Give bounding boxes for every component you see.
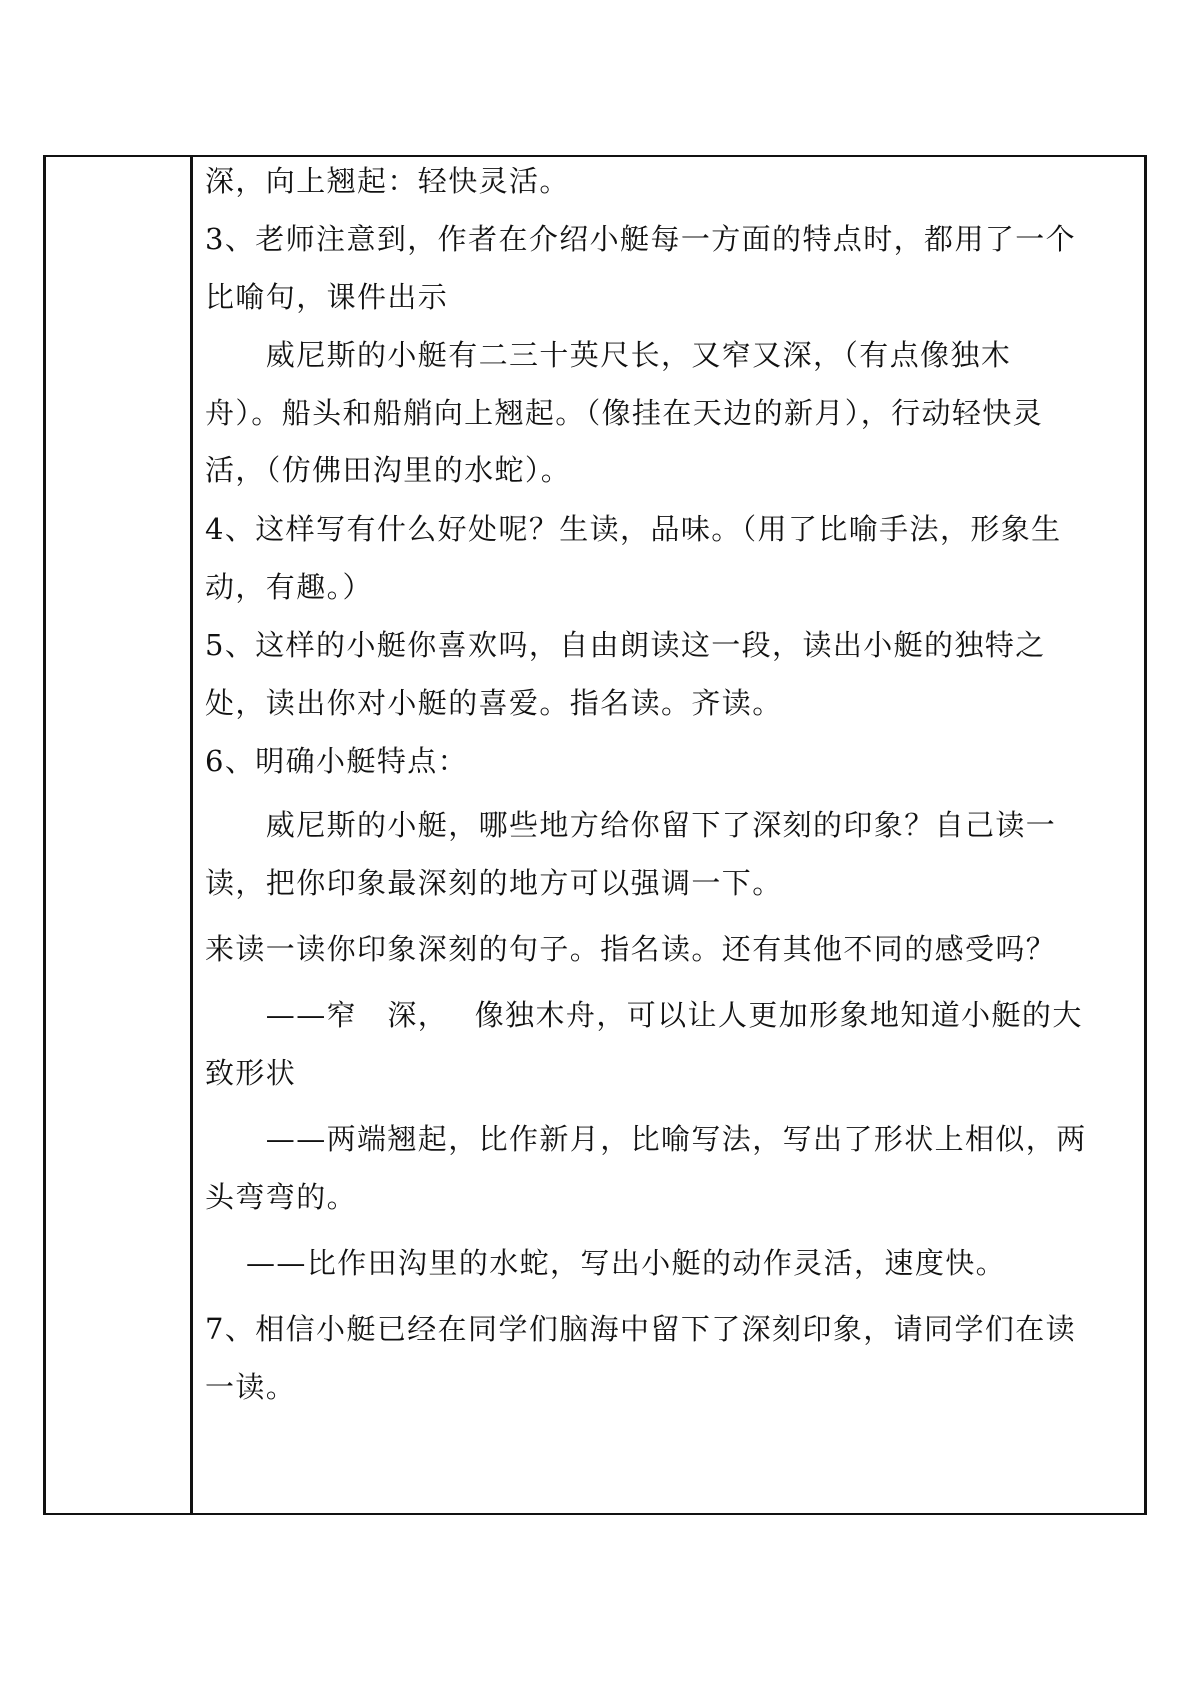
lesson-plan-table (43, 155, 1147, 1515)
text-line: 舟）。船头和船艄向上翘起。（像挂在天边的新月），行动轻快灵 (205, 396, 1044, 430)
text-line: 致形状 (205, 1056, 297, 1090)
text-line: ——两端翘起，比作新月，比喻写法，写出了形状上相似，两 (205, 1122, 1087, 1156)
text-line: 活，（仿佛田沟里的水蛇）。 (205, 453, 572, 487)
text-line: 来读一读你印象深刻的句子。指名读。还有其他不同的感受吗？ (205, 932, 1057, 966)
text-line: 深，向上翘起：轻快灵活。 (205, 164, 570, 198)
text-line: 一读。 (205, 1370, 297, 1404)
text-line: 5、这样的小艇你喜欢吗，自由朗读这一段，读出小艇的独特之 (205, 628, 1046, 662)
text-line: 动，有趣。） (205, 570, 373, 604)
text-line: 头弯弯的。 (205, 1180, 358, 1214)
text-line: ——窄 深， 像独木舟，可以让人更加形象地知道小艇的大 (205, 998, 1083, 1032)
text-line: 读，把你印象最深刻的地方可以强调一下。 (205, 866, 783, 900)
content-cell (192, 156, 1146, 1514)
text-line: ——比作田沟里的水蛇，写出小艇的动作灵活，速度快。 (205, 1246, 1007, 1280)
text-line: 7、相信小艇已经在同学们脑海中留下了深刻印象，请同学们在读 (205, 1312, 1077, 1346)
text-line: 6、明确小艇特点： (205, 744, 469, 778)
text-line: 3、老师注意到，作者在介绍小艇每一方面的特点时，都用了一个 (205, 222, 1077, 256)
lesson-text (193, 157, 1144, 1513)
text-line: 比喻句，课件出示 (205, 280, 449, 314)
left-empty-cell (45, 156, 192, 1514)
table-row (45, 156, 1146, 1514)
text-line: 处，读出你对小艇的喜爱。指名读。齐读。 (205, 686, 783, 720)
text-line: 威尼斯的小艇有二三十英尺长，又窄又深，（有点像独木 (205, 338, 1012, 372)
text-line: 威尼斯的小艇，哪些地方给你留下了深刻的印象？自己读一 (205, 808, 1057, 842)
text-line: 4、这样写有什么好处呢？生读，品味。（用了比喻手法，形象生 (205, 512, 1062, 546)
